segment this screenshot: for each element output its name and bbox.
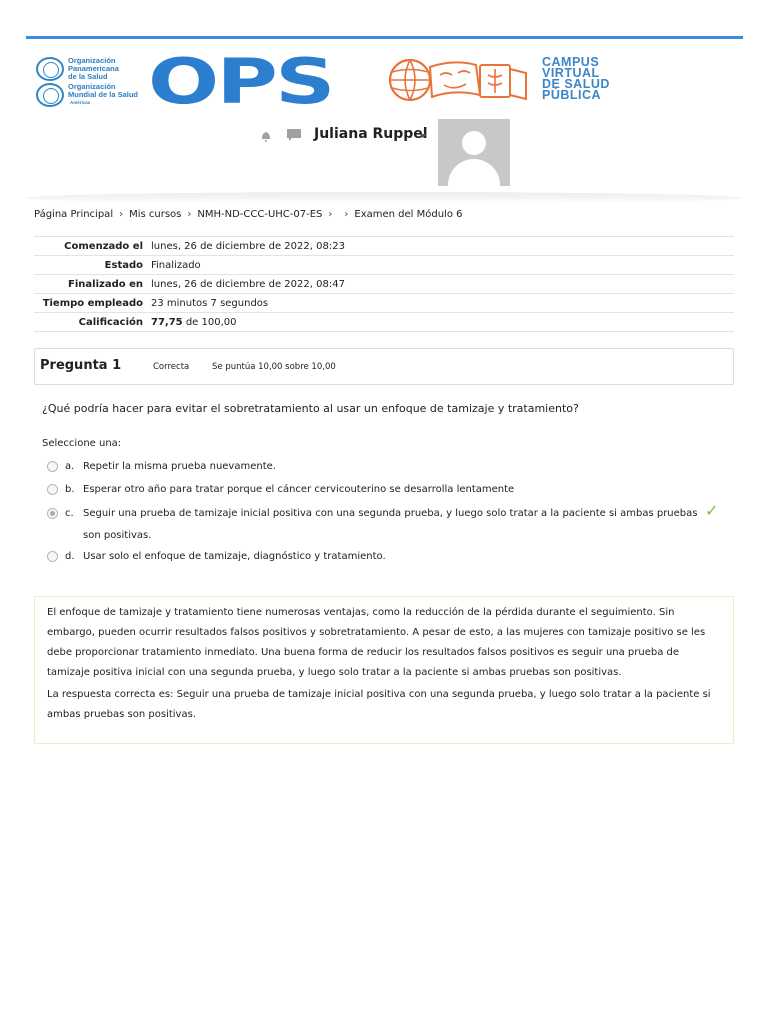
summary-label: Tiempo empleado bbox=[42, 297, 143, 309]
answer-letter: b. bbox=[65, 484, 75, 495]
answer-letter: a. bbox=[65, 461, 75, 472]
radio-button-selected[interactable] bbox=[47, 508, 58, 519]
org-line: Panamericana bbox=[68, 64, 119, 73]
table-row bbox=[34, 237, 734, 256]
table-row bbox=[34, 275, 734, 294]
campus-line: DE SALUD bbox=[542, 77, 610, 91]
feedback-box bbox=[34, 596, 734, 744]
right-answer: La respuesta correcta es: Seguir una prueba de tamizaje inicial positiva con una segunda prueba, y luego solo tratar a la paciente si ambas pruebas son positivas. bbox=[47, 689, 711, 720]
summary-label: Comenzado el bbox=[64, 240, 143, 252]
paho-who-logo[interactable] bbox=[36, 57, 156, 109]
answer-option-d[interactable] bbox=[47, 546, 707, 568]
chevron-right-icon: › bbox=[344, 209, 349, 220]
site-header bbox=[26, 39, 743, 199]
breadcrumb-my-courses[interactable]: Mis cursos bbox=[129, 209, 182, 220]
ops-logo[interactable]: OPS bbox=[148, 45, 333, 118]
campus-line: VIRTUAL bbox=[542, 66, 600, 80]
org-sub: Américas bbox=[70, 100, 91, 105]
answer-text: Seguir una prueba de tamizaje inicial positiva con una segunda prueba, y luego solo tratar a la paciente si ambas pruebas son positivas. bbox=[83, 508, 698, 541]
header-shadow bbox=[26, 192, 743, 204]
avatar-body bbox=[448, 159, 500, 186]
grade-score: 77,75 bbox=[151, 316, 183, 328]
summary-label: Finalizado en bbox=[68, 278, 143, 290]
chevron-right-icon: › bbox=[119, 209, 124, 220]
chevron-right-icon: › bbox=[187, 209, 192, 220]
campus-illustration-icon bbox=[384, 57, 534, 103]
grade-max: de 100,00 bbox=[182, 316, 237, 328]
question-state: Correcta bbox=[153, 362, 190, 372]
breadcrumb-home[interactable]: Página Principal bbox=[34, 209, 114, 220]
answer-text: Usar solo el enfoque de tamizaje, diagnóstico y tratamiento. bbox=[83, 551, 386, 562]
summary-value: 23 minutos 7 segundos bbox=[151, 297, 269, 309]
table-row bbox=[34, 294, 734, 313]
campus-virtual-logo[interactable] bbox=[542, 57, 610, 101]
notifications-icon[interactable] bbox=[259, 129, 273, 143]
table-row bbox=[34, 313, 734, 332]
breadcrumb-course[interactable]: NMH-ND-CCC-UHC-07-ES bbox=[197, 209, 323, 220]
breadcrumb-quiz[interactable]: Examen del Módulo 6 bbox=[354, 209, 463, 220]
radio-button[interactable] bbox=[47, 461, 58, 472]
summary-value: lunes, 26 de diciembre de 2022, 08:23 bbox=[151, 240, 345, 252]
radio-button[interactable] bbox=[47, 484, 58, 495]
summary-value bbox=[151, 313, 734, 332]
summary-label: Estado bbox=[104, 259, 143, 271]
answer-letter: c. bbox=[65, 508, 74, 519]
org-line: Organización bbox=[68, 82, 116, 91]
answer-prompt: Seleccione una: bbox=[42, 438, 122, 449]
question-number bbox=[40, 358, 121, 373]
who-emblem-icon bbox=[36, 83, 64, 107]
general-feedback: El enfoque de tamizaje y tratamiento tiene numerosas ventajas, como la reducción de la pérdida durante el seguimiento. Sin embargo, pueden ocurrir resultados falsos positivos y sobretratamiento. A pesar de esto, a las mujeres con tamizaje positivo se les debe proporcionar tratamiento inmediato. Una buena forma de reducir los resultados falsos positivos es seguir una prueba de tamizaje positiva inicial con una segunda prueba, y luego solo tratar a la paciente si ambas pruebas son positivas. bbox=[47, 607, 706, 678]
user-menu-name[interactable]: Juliana Ruppel bbox=[314, 126, 428, 142]
chevron-right-icon: › bbox=[328, 209, 333, 220]
answer-text: Repetir la misma prueba nuevamente. bbox=[83, 461, 276, 472]
breadcrumb bbox=[34, 209, 463, 220]
question-grade: Se puntúa 10,00 sobre 10,00 bbox=[212, 362, 336, 372]
question-info-box bbox=[34, 348, 734, 385]
campus-line: CAMPUS bbox=[542, 55, 600, 69]
avatar[interactable] bbox=[438, 119, 510, 186]
quiz-summary-table bbox=[34, 236, 734, 332]
answer-option-c[interactable] bbox=[47, 503, 707, 547]
campus-line: PÚBLICA bbox=[542, 88, 602, 102]
summary-value: lunes, 26 de diciembre de 2022, 08:47 bbox=[151, 278, 345, 290]
table-row bbox=[34, 256, 734, 275]
summary-label: Calificación bbox=[78, 316, 143, 328]
org-line: Organización bbox=[68, 56, 116, 65]
question-text: ¿Qué podría hacer para evitar el sobretratamiento al usar un enfoque de tamizaje y tratamiento? bbox=[42, 402, 579, 415]
correct-check-icon: ✓ bbox=[705, 501, 719, 520]
question-number-value: 1 bbox=[112, 358, 122, 373]
org-line: de la Salud bbox=[68, 72, 108, 81]
org-line: Mundial de la Salud bbox=[68, 90, 139, 99]
chevron-down-icon[interactable] bbox=[419, 134, 427, 138]
answer-option-a[interactable] bbox=[47, 456, 707, 478]
un-emblem-icon bbox=[36, 57, 64, 81]
summary-value: Finalizado bbox=[151, 259, 201, 271]
answer-text: Esperar otro año para tratar porque el cáncer cervicouterino se desarrolla lentamente bbox=[83, 484, 515, 495]
radio-button[interactable] bbox=[47, 551, 58, 562]
answer-letter: d. bbox=[65, 551, 75, 562]
answer-option-b[interactable] bbox=[47, 479, 707, 501]
avatar-head bbox=[462, 131, 486, 155]
question-number-label: Pregunta bbox=[40, 358, 108, 373]
messages-icon[interactable] bbox=[286, 128, 302, 142]
